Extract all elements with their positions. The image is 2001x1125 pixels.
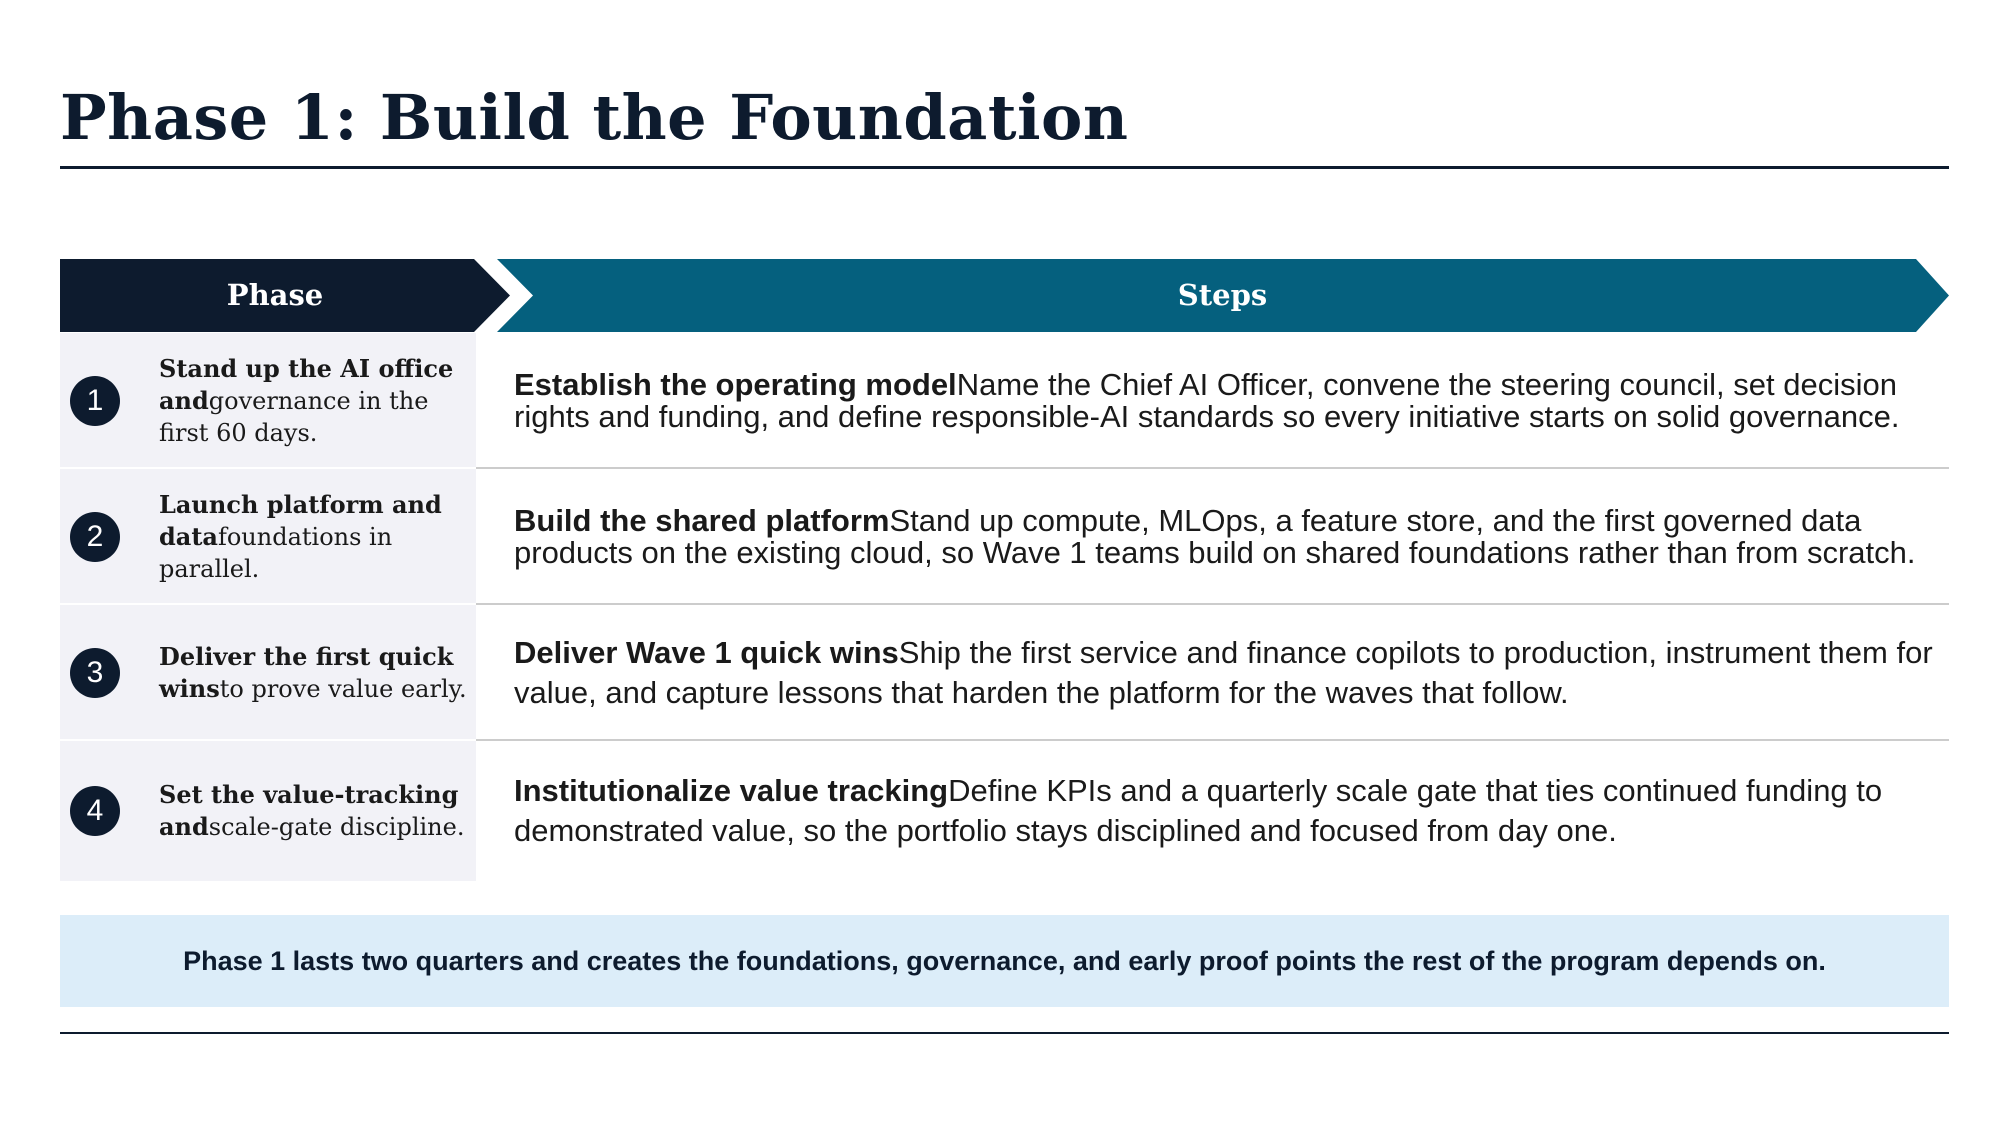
phase-description bbox=[159, 489, 469, 585]
phase-cell bbox=[60, 333, 476, 469]
page-title: Phase 1: Build the Foundation bbox=[60, 81, 1129, 154]
steps-column-header: Steps bbox=[1177, 278, 1268, 312]
step-heading: Institutionalize value tracking bbox=[514, 773, 949, 808]
step-heading: Deliver Wave 1 quick wins bbox=[514, 635, 899, 670]
phase-description bbox=[159, 779, 469, 843]
phase-table bbox=[60, 333, 1949, 881]
step-body: Ship the first service and finance copilots to production, instrument them for value, and capture lessons that harden the platform for the waves that follow. bbox=[514, 635, 1933, 710]
step-description bbox=[514, 505, 1944, 569]
phase-regular-text: scale-gate discipline. bbox=[208, 813, 465, 841]
phase-regular-text: governance in the first 60 days. bbox=[159, 387, 429, 447]
step-heading: Build the shared platform bbox=[514, 503, 890, 538]
step-description bbox=[514, 369, 1944, 433]
table-row bbox=[60, 741, 1949, 881]
phase-column-header: Phase bbox=[226, 278, 324, 312]
table-row bbox=[60, 333, 1949, 469]
step-heading: Establish the operating model bbox=[514, 367, 957, 402]
phase-description bbox=[159, 641, 469, 705]
table-row bbox=[60, 605, 1949, 741]
phase-bold-text: Deliver the first quick wins bbox=[159, 642, 454, 703]
title-divider bbox=[60, 166, 1949, 169]
step-body: Name the Chief AI Officer, convene the steering council, set decision rights and funding, and define responsible-AI standards so every initiative starts on solid governance. bbox=[514, 367, 1900, 434]
phase-description bbox=[159, 353, 469, 449]
step-description bbox=[514, 771, 1944, 851]
step-number-badge: 4 bbox=[70, 786, 120, 836]
step-body: Define KPIs and a quarterly scale gate that ties continued funding to demonstrated value, so the portfolio stays disciplined and focused from day one. bbox=[514, 773, 1883, 848]
summary-callout: Phase 1 lasts two quarters and creates the foundations, governance, and early proof points the rest of the program depends on. bbox=[60, 915, 1949, 1007]
bottom-divider bbox=[60, 1032, 1949, 1034]
phase-cell bbox=[60, 605, 476, 741]
step-number-badge: 2 bbox=[70, 512, 120, 562]
phase-cell bbox=[60, 469, 476, 605]
table-row bbox=[60, 469, 1949, 605]
phase-bold-text: Stand up the AI office and bbox=[159, 354, 454, 415]
phase-bold-text: Set the value-tracking and bbox=[159, 780, 459, 841]
phase-cell bbox=[60, 741, 476, 881]
phase-regular-text: foundations in parallel. bbox=[159, 523, 393, 583]
step-number-badge: 3 bbox=[70, 648, 120, 698]
phase-bold-text: Launch platform and data bbox=[159, 490, 442, 551]
phase-regular-text: to prove value early. bbox=[219, 675, 467, 703]
step-description bbox=[514, 633, 1944, 713]
step-number-badge: 1 bbox=[70, 376, 120, 426]
step-body: Stand up compute, MLOps, a feature store, and the first governed data products on the existing cloud, so Wave 1 teams build on shared foundations rather than from scratch. bbox=[514, 503, 1916, 570]
